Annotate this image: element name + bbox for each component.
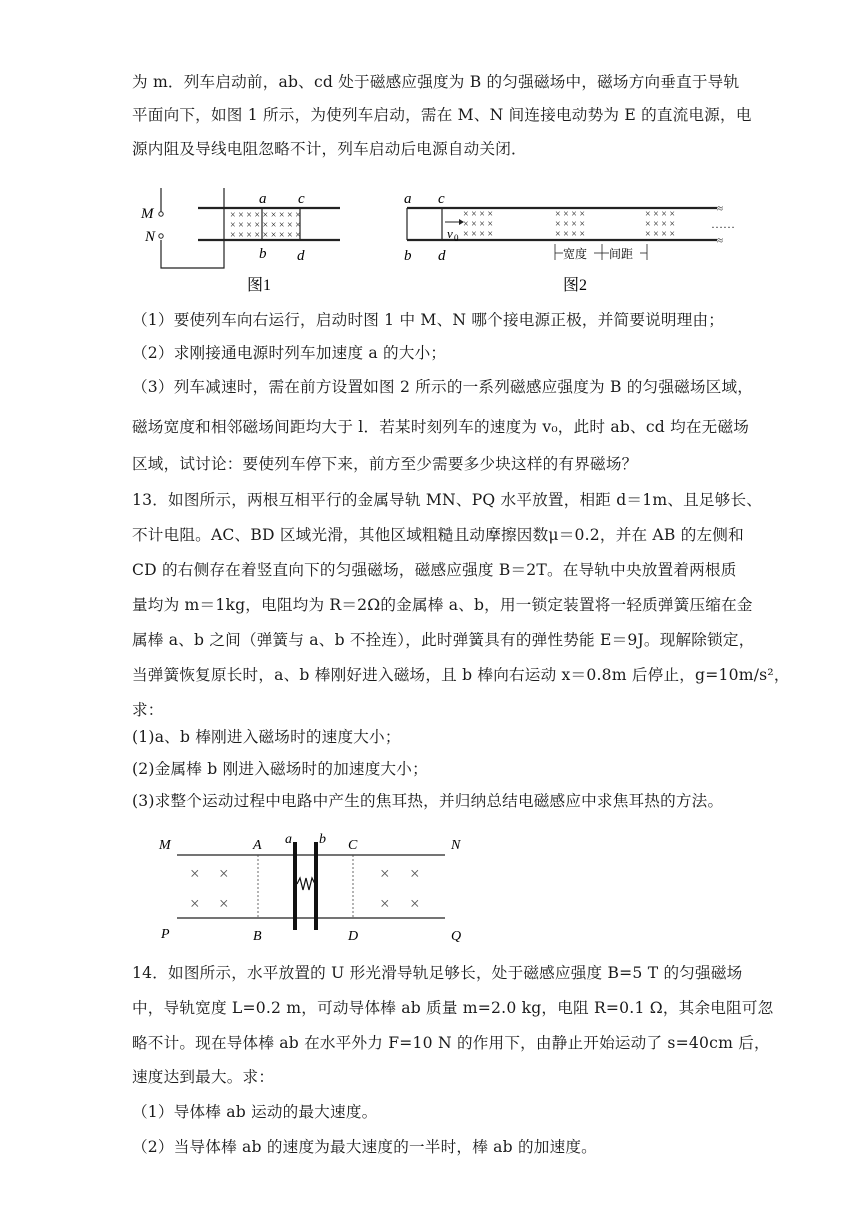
q12-part: （3）列车减速时，需在前方设置如图 2 所示的一系列磁感应强度为 B 的匀强磁场区域， — [132, 378, 754, 396]
label-A: A — [253, 838, 262, 853]
q14-line: 速度达到最大。求： — [132, 1068, 275, 1086]
q12-part: （2）求刚接通电源时列车加速度 a 的大小； — [132, 344, 447, 362]
q13-line: 13．如图所示，两根互相平行的金属导轨 MN、PQ 水平放置，相距 d＝1m、且足够长、 — [132, 491, 763, 509]
figure-1-caption: 图1 — [247, 277, 272, 294]
q13-line: 量均为 m＝1kg，电阻均为 R＝2Ω的金属棒 a、b，用一锁定装置将一轻质弹簧压缩在金 — [132, 596, 753, 614]
label-C: C — [348, 838, 358, 853]
svg-text:× × × ×: × × × × — [555, 209, 586, 220]
label-d: d — [297, 248, 305, 264]
svg-text:×: × — [219, 894, 229, 913]
svg-text:× × × × × × × × ×: × × × × × × × × × — [230, 230, 301, 241]
q13-line: 求： — [132, 701, 164, 719]
label-Q: Q — [451, 929, 462, 944]
svg-text:× × × ×: × × × × — [555, 229, 586, 240]
label-N: N — [145, 229, 156, 245]
figure-1 — [140, 188, 340, 303]
q14-line: 略不计。现在导体棒 ab 在水平外力 F=10 N 的作用下，由静止开始运动了 s=40cm 后， — [132, 1034, 770, 1052]
q13-line: 不计电阻。AC、BD 区域光滑，其他区域粗糙且动摩擦因数μ＝0.2，并在 AB 的左侧和 — [132, 526, 744, 544]
magnetic-field-crosses — [230, 210, 301, 241]
label-M: M — [159, 838, 171, 853]
svg-text:× × × ×: × × × × — [463, 219, 494, 230]
svg-text:≈: ≈ — [717, 235, 724, 247]
svg-text:× × × ×: × × × × — [555, 219, 586, 230]
svg-text:×: × — [190, 894, 200, 913]
q13-line: (2)金属棒 b 刚进入磁场时的加速度大小； — [132, 760, 428, 778]
figure-2-caption: 图2 — [563, 277, 588, 294]
svg-text:×: × — [219, 864, 229, 883]
svg-text:× × × ×: × × × × — [645, 209, 676, 220]
q14-line: （1）导体棒 ab 运动的最大速度。 — [132, 1103, 378, 1121]
q12-part: 磁场宽度和相邻磁场间距均大于 l．若某时刻列车的速度为 v₀，此时 ab、cd 均在无磁场 — [132, 418, 750, 436]
svg-text:× × × ×: × × × × — [463, 229, 494, 240]
magnetic-field-crosses — [190, 864, 420, 913]
label-M: M — [141, 206, 154, 222]
svg-text:×: × — [380, 864, 390, 883]
width-label: 宽度 — [563, 247, 588, 261]
spring-icon — [297, 878, 315, 890]
intro-line: 源内阻及导线电阻忽略不计，列车启动后电源自动关闭． — [132, 140, 527, 158]
intro-line: 平面向下，如图 1 所示，为使列车启动，需在 M、N 间连接电动势为 E 的直流电源，电 — [132, 106, 752, 124]
q13-line: (1)a、b 棒刚进入磁场时的速度大小； — [132, 728, 401, 746]
label-P: P — [161, 927, 170, 942]
figure-2 — [395, 188, 745, 303]
label-a: a — [259, 191, 267, 207]
label-b: b — [404, 248, 412, 264]
label-B: B — [253, 929, 262, 944]
q14-line: （2）当导体棒 ab 的速度为最大速度的一半时，棒 ab 的加速度。 — [132, 1138, 597, 1156]
q13-line: 当弹簧恢复原长时，a、b 棒刚好进入磁场，且 b 棒向右运动 x＝0.8m 后停止，g=10m/s²， — [132, 666, 790, 684]
label-N: N — [451, 838, 461, 853]
svg-text:×: × — [380, 894, 390, 913]
intro-line: 为 m．列车启动前，ab、cd 处于磁感应强度为 B 的匀强磁场中，磁场方向垂直于导轨 — [132, 73, 740, 91]
svg-text:× × × ×: × × × × — [645, 229, 676, 240]
velocity-label: v — [447, 226, 453, 241]
q13-line: CD 的右侧存在着竖直向下的匀强磁场，磁感应强度 B＝2T。在导轨中央放置着两根质 — [132, 561, 737, 579]
q13-line: (3)求整个运动过程中电路中产生的焦耳热，并归纳总结电磁感应中求焦耳热的方法。 — [132, 792, 724, 810]
label-b: b — [259, 246, 267, 262]
q12-part: （1）要使列车向右运行，启动时图 1 中 M、N 哪个接电源正极，并简要说明理由； — [132, 311, 725, 329]
svg-text:×: × — [190, 864, 200, 883]
continuation-dots: …… — [711, 217, 735, 231]
label-a: a — [404, 191, 412, 207]
q14-line: 14．如图所示，水平放置的 U 形光滑导轨足够长，处于磁感应强度 B=5 T 的匀强磁场 — [132, 964, 743, 982]
gap-label: 间距 — [609, 247, 634, 261]
label-D: D — [348, 929, 359, 944]
magnetic-field-regions — [463, 209, 675, 240]
q13-line: 属棒 a、b 之间（弹簧与 a、b 不拴连），此时弹簧具有的弹性势能 E＝9J。现解除锁定， — [132, 631, 755, 649]
q14-line: 中，导轨宽度 L=0.2 m，可动导体棒 ab 质量 m=2.0 kg，电阻 R=0.1 Ω，其余电阻可忽 — [132, 999, 774, 1017]
label-a: a — [285, 832, 292, 847]
svg-text:× × × ×: × × × × — [463, 209, 494, 220]
label-c: c — [298, 191, 305, 207]
svg-text:×: × — [410, 894, 420, 913]
velocity-subscript: 0 — [454, 233, 459, 243]
q12-part: 区域，试讨论：要使列车停下来，前方至少需要多少块这样的有界磁场？ — [132, 455, 638, 473]
label-b: b — [319, 832, 326, 847]
label-c: c — [438, 191, 445, 207]
figure-3 — [155, 828, 475, 950]
svg-text:× × × × × × × × ×: × × × × × × × × × — [230, 220, 301, 231]
svg-text:× × × × × × × × ×: × × × × × × × × × — [230, 210, 301, 221]
svg-text:×: × — [410, 864, 420, 883]
svg-text:≈: ≈ — [717, 203, 724, 215]
label-d: d — [438, 248, 446, 264]
svg-text:× × × ×: × × × × — [645, 219, 676, 230]
